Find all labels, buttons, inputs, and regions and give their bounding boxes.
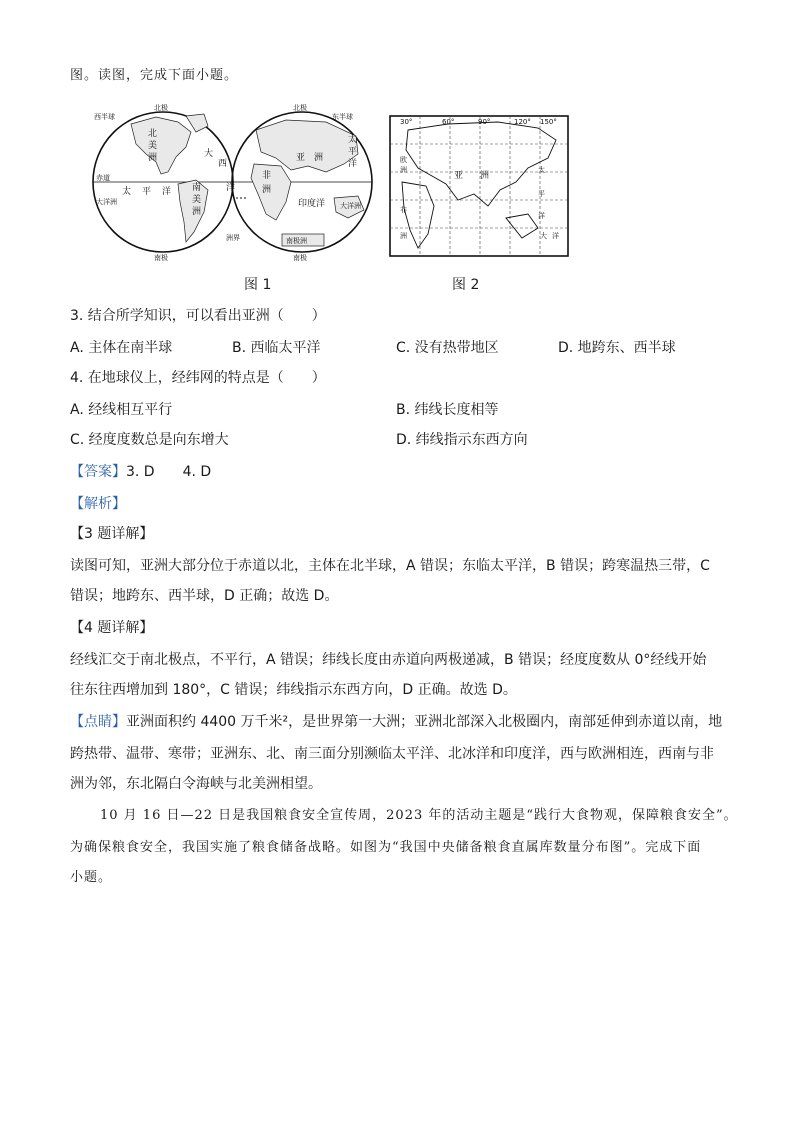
q4-option-c: C. 经度度数总是向东增大 bbox=[70, 432, 229, 448]
figure2-asia-grid-map bbox=[388, 110, 574, 260]
fig2-oceania-char2: 洋 bbox=[552, 232, 559, 240]
analysis-label: 【解析】 bbox=[70, 496, 126, 512]
fig1-north-america-char1: 北 bbox=[148, 129, 158, 139]
q3-stem: 3. 结合所学知识，可以看出亚洲（ ） bbox=[70, 308, 326, 324]
fig2-oceania-char1: 大 bbox=[540, 232, 547, 240]
fig1-asia-char2: 洲 bbox=[314, 153, 324, 163]
fig1-atlantic-char1: 大 bbox=[204, 149, 214, 159]
figure1-hemispheres-map bbox=[86, 102, 376, 264]
fig2-asia-char1: 亚 bbox=[454, 171, 464, 181]
fig1-continent-boundary-label: 洲界 bbox=[226, 234, 240, 242]
q3-option-d: D. 地跨东、西半球 bbox=[558, 340, 676, 356]
figure1-caption: 图 1 bbox=[244, 277, 272, 293]
q4-option-b: B. 纬线长度相等 bbox=[396, 402, 499, 418]
fig2-pacific-char1: 太 bbox=[538, 166, 545, 174]
fig1-africa-char1: 非 bbox=[262, 171, 272, 181]
detail3-line2: 错误；地跨东、西半球，D 正确；故选 D。 bbox=[70, 588, 339, 604]
tip-line3: 洲为邻，东北隔白令海峡与北美洲相望。 bbox=[70, 776, 322, 792]
fig1-north-america-char3: 洲 bbox=[148, 153, 158, 163]
fig2-pacific-char3: 洋 bbox=[538, 212, 545, 220]
q3-option-c: C. 没有热带地区 bbox=[396, 340, 499, 356]
fig1-asia-char1: 亚 bbox=[296, 153, 306, 163]
fig1-atlantic-char3: 洋 bbox=[226, 183, 236, 193]
tip-line2: 跨热带、温带、寒带；亚洲东、北、南三面分别濒临太平洋、北冰洋和印度洋，西与欧洲相连，西南与非 bbox=[70, 746, 714, 762]
q4-option-a: A. 经线相互平行 bbox=[70, 402, 173, 418]
next-passage-line3: 小题。 bbox=[70, 870, 113, 885]
fig1-indian-ocean-label: 印度洋 bbox=[298, 199, 326, 209]
fig1-pacific-right-char3: 洋 bbox=[348, 159, 358, 169]
fig2-lon-60: 60° bbox=[442, 118, 455, 126]
fig1-pacific-right-char1: 太 bbox=[348, 135, 358, 145]
next-passage-line2: 为确保粮食安全，我国实施了粮食储备战略。如图为“我国中央储备粮食直属库数量分布图”。完成下面 bbox=[70, 840, 702, 855]
fig2-lon-30: 30° bbox=[400, 118, 413, 126]
q3-option-b: B. 西临太平洋 bbox=[232, 340, 321, 356]
figure2-caption: 图 2 bbox=[452, 277, 480, 293]
fig2-lon-90: 90° bbox=[478, 118, 491, 126]
detail3-line1: 读图可知，亚洲大部分位于赤道以北，主体在北半球，A 错误；东临太平洋，B 错误；跨寒温热三带，C bbox=[70, 558, 710, 574]
fig2-lon-120: 120° bbox=[514, 118, 531, 126]
fig1-pacific-left-char1: 太 bbox=[122, 187, 132, 197]
answer-text: 3. D 4. D bbox=[126, 464, 212, 480]
fig1-antarctica-label: 南极洲 bbox=[286, 237, 307, 245]
answer-label: 【答案】 bbox=[70, 464, 126, 480]
fig1-north-pole-left-label: 北极 bbox=[154, 104, 168, 112]
fig2-lon-150: 150° bbox=[540, 118, 557, 126]
fig1-north-america-char2: 美 bbox=[148, 141, 158, 151]
intro-line: 图。读图，完成下面小题。 bbox=[70, 68, 239, 83]
fig2-europe-char1: 欧 bbox=[400, 156, 407, 164]
q3-option-a: A. 主体在南半球 bbox=[70, 340, 173, 356]
fig1-south-pole-left-label: 南极 bbox=[154, 254, 168, 262]
tip-label: 【点睛】 bbox=[70, 714, 126, 730]
fig1-equator-label: 赤道 bbox=[96, 174, 110, 182]
fig1-pacific-right-char2: 平 bbox=[348, 147, 358, 157]
q4-option-d: D. 纬线指示东西方向 bbox=[396, 432, 528, 448]
fig2-africa-char1: 非 bbox=[400, 206, 407, 214]
fig2-pacific-char2: 平 bbox=[538, 190, 545, 198]
tip-line1 bbox=[70, 712, 722, 732]
fig2-asia-char2: 洲 bbox=[480, 171, 490, 181]
detail4-label: 【4 题详解】 bbox=[70, 620, 154, 636]
fig2-europe-char2: 洲 bbox=[400, 166, 407, 174]
detail3-label: 【3 题详解】 bbox=[70, 526, 154, 542]
fig1-north-pole-right-label: 北极 bbox=[293, 104, 307, 112]
fig1-pacific-left-char2: 平 bbox=[142, 187, 152, 197]
fig1-atlantic-char2: 西 bbox=[218, 159, 228, 169]
fig1-south-america-char1: 南 bbox=[192, 183, 202, 193]
fig1-east-hemisphere-label: 东半球 bbox=[332, 113, 353, 121]
fig1-south-pole-right-label: 南极 bbox=[293, 254, 307, 262]
answer-line bbox=[70, 462, 211, 482]
fig1-pacific-left-char3: 洋 bbox=[162, 187, 172, 197]
next-passage-line1: 10 月 16 日—22 日是我国粮食安全宣传周，2023 年的活动主题是“践行大食物观，保障粮食安全”。 bbox=[100, 808, 738, 823]
fig1-africa-char2: 洲 bbox=[262, 185, 272, 195]
fig1-oceania-left-label: 大洋洲 bbox=[96, 198, 117, 206]
detail4-line1: 经线汇交于南北极点，不平行，A 错误；纬线长度由赤道向两极递减，B 错误；经度度数从 0°经线开始 bbox=[70, 652, 707, 668]
fig1-south-america-char3: 洲 bbox=[192, 207, 202, 217]
fig2-africa-char2: 洲 bbox=[400, 232, 407, 240]
fig1-south-america-char2: 美 bbox=[192, 195, 202, 205]
fig1-oceania-right-label: 大洋洲 bbox=[340, 202, 361, 210]
detail4-line2: 往东往西增加到 180°，C 错误；纬线指示东西方向，D 正确。故选 D。 bbox=[70, 682, 517, 698]
fig1-west-hemisphere-label: 西半球 bbox=[94, 113, 115, 121]
q4-stem: 4. 在地球仪上，经纬网的特点是（ ） bbox=[70, 370, 326, 386]
tip-text-line1: 亚洲面积约 4400 万千米²，是世界第一大洲；亚洲北部深入北极圈内，南部延伸到赤道以南，地 bbox=[126, 714, 723, 730]
